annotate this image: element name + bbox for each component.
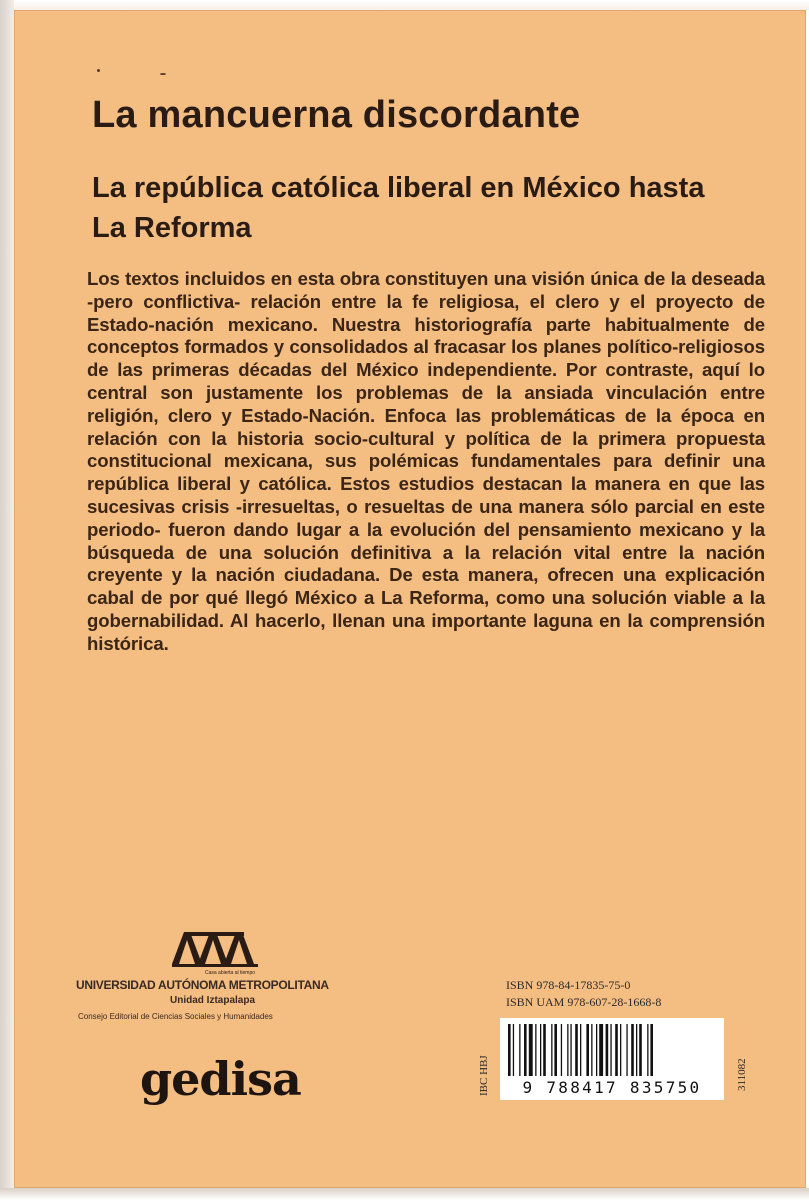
- subject-code: IBC HBJ: [478, 1055, 490, 1096]
- barcode-bar: [626, 1024, 627, 1076]
- barcode-digits: 9 788417 835750: [522, 1078, 702, 1097]
- page-edge-left: [0, 0, 14, 1200]
- university-name: UNIVERSIDAD AUTÓNOMA METROPOLITANA: [76, 978, 329, 992]
- barcode-bar: [586, 1024, 589, 1076]
- barcode-bar: [615, 1024, 618, 1076]
- barcode-bar: [650, 1024, 653, 1076]
- barcode-bar: [524, 1024, 527, 1076]
- barcode-bar: [570, 1024, 571, 1076]
- barcode-bar: [513, 1024, 514, 1076]
- barcode-bar: [647, 1024, 648, 1076]
- barcode-bar: [606, 1024, 609, 1076]
- barcode-bar: [561, 1024, 562, 1076]
- barcode-bar: [543, 1024, 546, 1076]
- barcode-bar: [639, 1024, 642, 1076]
- internal-code: 311082: [736, 1058, 748, 1091]
- barcode-bar: [554, 1024, 557, 1076]
- barcode-bar: [529, 1024, 533, 1076]
- barcode-bar: [508, 1024, 511, 1076]
- barcode-bar: [620, 1024, 621, 1076]
- page-edge-top: [0, 0, 809, 10]
- isbn-uam: ISBN UAM 978-607-28-1668-8: [506, 995, 662, 1009]
- publisher-imprint-logo: gedisa: [140, 1052, 301, 1106]
- barcode-bar: [596, 1024, 597, 1076]
- barcode-bar: [580, 1024, 581, 1076]
- book-blurb: Los textos incluidos en esta obra constituyen una visión única de la deseada -pero conflictiva- relación entre la fe religiosa, el clero y el proyecto de Estado-nación mexicano. Nuestra historiografía parte habitualmente de conceptos formados y consolidados al fracasar los planes político-religiosos de las primeras décadas del México independiente. Por contraste, aquí lo central son justamente los problemas de la ansiada vinculación entre religión, clero y Estado-Nación. Enfoca las problemáticas de la época en relación con la historia socio-cultural y política de la primera propuesta constitucional mexicana, sus polémicas fundamentales para definir una república liberal y católica. Estos estudios destacan la manera en que las sucesivas crisis -irresueltas, o resueltas de una manera sólo parcial en este periodo- fueron dando lugar a la evolución del pensamiento mexicano y la búsqueda de una solución definitiva a la relación vital entre la nación creyente y la nación ciudadana. De esta manera, ofrecen una explicación cabal de por qué llegó México a La Reforma, como una solución viable a la gobernabilidad. Al hacerlo, llenan una importante laguna en la comprensión histórica.: [87, 268, 765, 654]
- book-subtitle: La república católica liberal en México hasta La Reforma: [92, 172, 705, 244]
- barcode-bar: [551, 1024, 552, 1076]
- university-unit: Unidad Iztapalapa: [170, 995, 256, 1006]
- barcode-bar: [636, 1024, 637, 1076]
- barcode-bars-icon: [506, 1024, 718, 1076]
- barcode-bar: [610, 1024, 611, 1076]
- uam-logo-icon: [168, 926, 264, 976]
- book-title: La mancuerna discordante: [92, 94, 581, 136]
- speck-mark: [160, 73, 166, 75]
- barcode-bar: [631, 1024, 634, 1076]
- barcode-bar: [599, 1024, 603, 1076]
- barcode-bar: [575, 1024, 578, 1076]
- barcode-bar: [591, 1024, 592, 1076]
- barcode-bar: [519, 1024, 520, 1076]
- barcode: [500, 1018, 724, 1100]
- barcode-bar: [540, 1024, 541, 1076]
- editorial-council: Consejo Editorial de Ciencias Sociales y Humanidades: [78, 1012, 273, 1021]
- speck-mark: [97, 69, 100, 72]
- barcode-bar: [567, 1024, 568, 1076]
- isbn-primary: ISBN 978-84-17835-75-0: [506, 978, 631, 992]
- page-edge-bottom: [0, 1188, 809, 1200]
- logo-motto: Casa abierta al tiempo: [204, 970, 256, 976]
- barcode-bar: [535, 1024, 536, 1076]
